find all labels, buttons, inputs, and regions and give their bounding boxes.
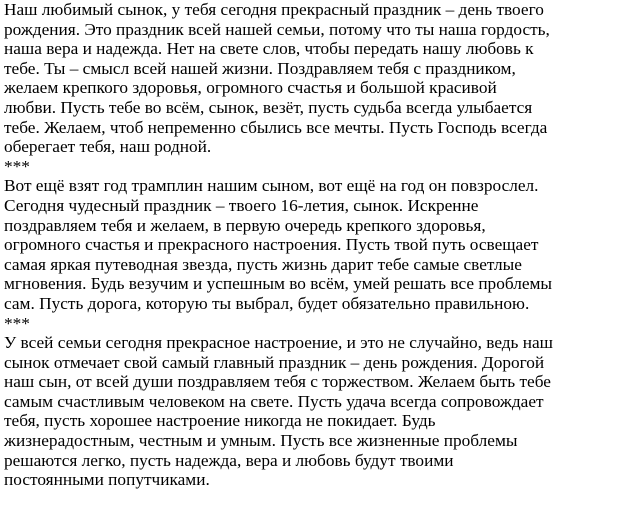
text-line: Вот ещё взят год трамплин нашим сыном, вот ещё на год он повзрослел.: [4, 176, 539, 196]
document-body: [4, 0, 614, 490]
text-line: поздравляем тебя и желаем, в первую очередь крепкого здоровья,: [4, 215, 486, 235]
text-line: рождения. Это праздник всей нашей семьи, потому что ты наша гордость,: [4, 19, 550, 39]
text-line: оберегает тебя, наш родной.: [4, 137, 212, 157]
text-line: тебя, пусть хорошее настроение никогда не покидает. Будь: [4, 411, 436, 431]
text-line: самая яркая путеводная звезда, пусть жизнь дарит тебе самые светлые: [4, 254, 522, 274]
text-line: желаем крепкого здоровья, огромного счастья и большой красивой: [4, 78, 497, 98]
paragraph-3: [4, 333, 614, 490]
text-line: наш сын, от всей души поздравляем тебя с торжеством. Желаем быть тебе: [4, 372, 551, 392]
separator-asterisks: ***: [4, 156, 30, 176]
paragraph-2: [4, 176, 614, 313]
text-line: наша вера и надежда. Нет на свете слов, чтобы передать нашу любовь к: [4, 39, 534, 59]
text-line: любви. Пусть тебе во всём, сынок, везёт, пусть судьба всегда улыбается: [4, 97, 533, 117]
text-line: жизнерадостным, честным и умным. Пусть все жизненные проблемы: [4, 431, 518, 451]
separator-asterisks: ***: [4, 313, 30, 333]
text-line: огромного счастья и прекрасного настроения. Пусть твой путь освещает: [4, 235, 539, 255]
text-line: сам. Пусть дорога, которую ты выбрал, будет обязательно правильною.: [4, 293, 530, 313]
text-line: постоянными попутчиками.: [4, 470, 210, 490]
text-line: У всей семьи сегодня прекрасное настроение, и это не случайно, ведь наш: [4, 333, 553, 353]
text-line: мгновения. Будь везучим и успешным во всём, умей решать все проблемы: [4, 274, 553, 294]
text-line: Сегодня чудесный праздник – твоего 16-летия, сынок. Искренне: [4, 195, 479, 215]
text-line: решаются легко, пусть надежда, вера и любовь будут твоими: [4, 450, 454, 470]
paragraph-1: [4, 0, 614, 157]
text-line: Наш любимый сынок, у тебя сегодня прекрасный праздник – день твоего: [4, 0, 544, 19]
separator-2: [4, 314, 614, 334]
text-line: тебе. Желаем, чтоб непременно сбылись все мечты. Пусть Господь всегда: [4, 117, 548, 137]
text-line: сынок отмечает свой самый главный праздник – день рождения. Дорогой: [4, 352, 545, 372]
text-line: тебе. Ты – смысл всей нашей жизни. Поздравляем тебя с праздником,: [4, 58, 516, 78]
separator-1: [4, 157, 614, 177]
text-line: самым счастливым человеком на свете. Пусть удача всегда сопровождает: [4, 391, 544, 411]
